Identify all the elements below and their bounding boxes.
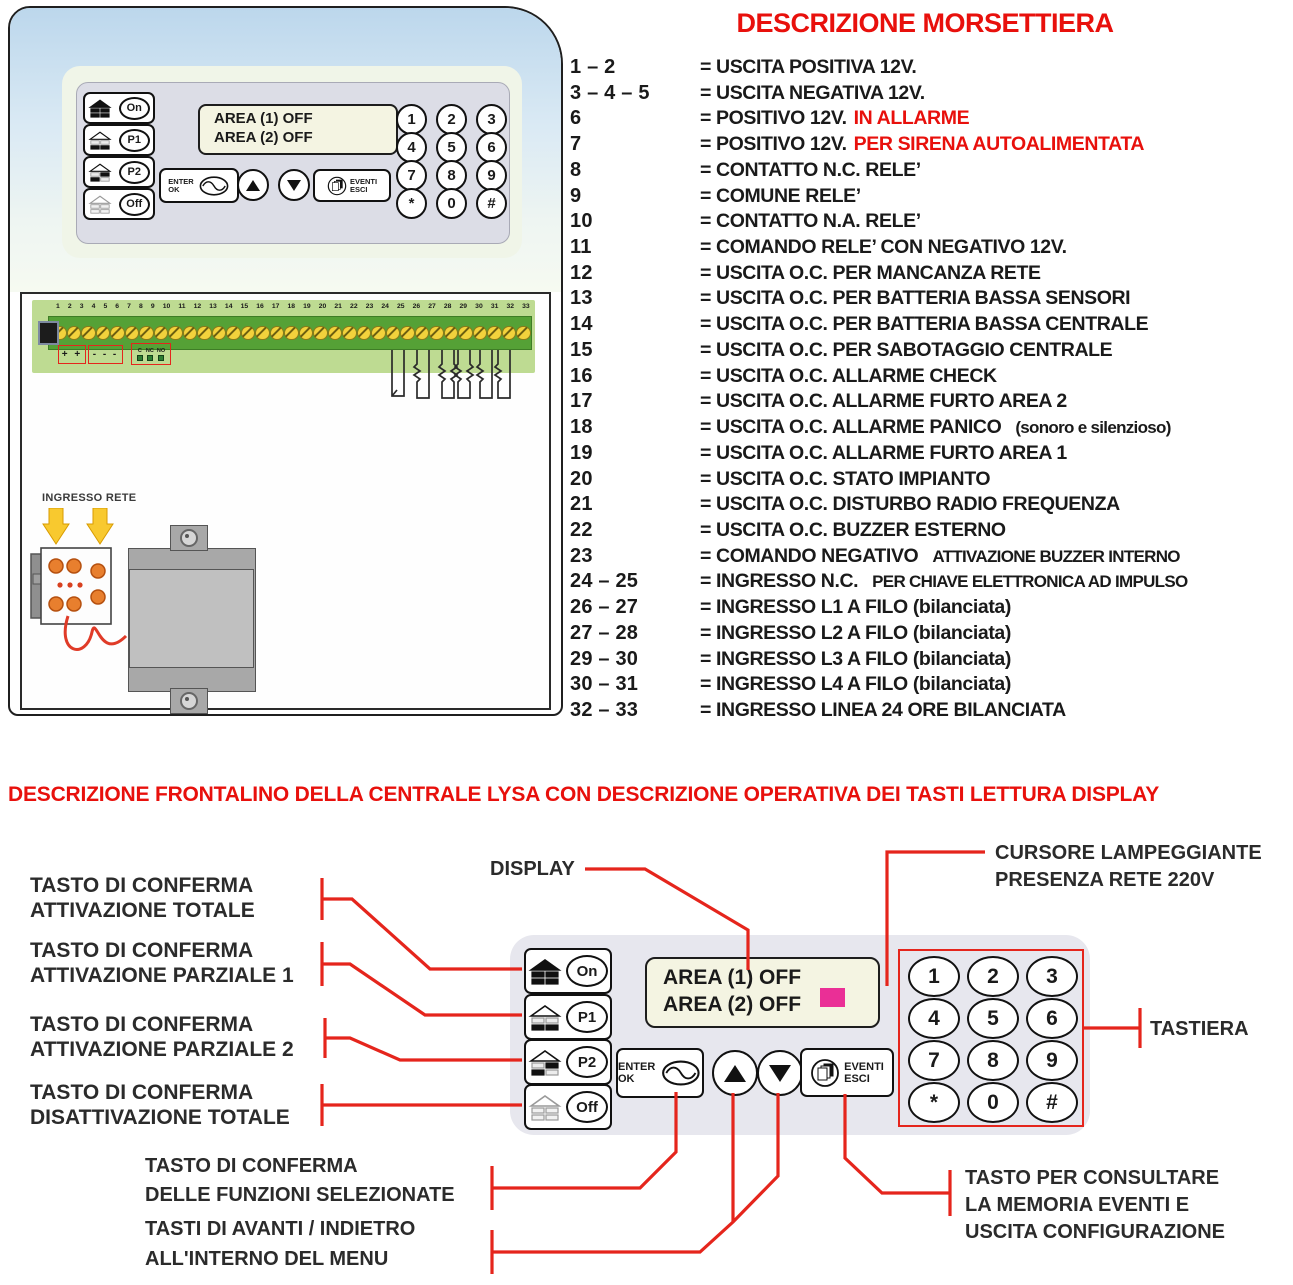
terminal-description-red: PER SIRENA AUTOALIMENTATA (853, 133, 1145, 156)
screw-terminal (67, 326, 82, 341)
house-empty-icon (528, 1093, 562, 1121)
terminal-list-row (570, 699, 1188, 725)
label-memoria-eventi (965, 1165, 1225, 1246)
label-line: USCITA CONFIGURAZIONE (965, 1221, 1225, 1243)
terminal-description-list (570, 56, 1188, 725)
button-on-label: On (119, 97, 150, 120)
terminal-description: = USCITA O.C. ALLARME FURTO AREA 2 (700, 390, 1067, 413)
relay-pad (137, 355, 143, 361)
screw-terminal (429, 326, 444, 341)
display-line-2: AREA (2) OFF (214, 129, 313, 146)
esci-label: ESCI (349, 184, 368, 194)
relay-nc-label: NC (145, 347, 154, 354)
terminal-list-row (570, 570, 1188, 596)
keypad-key[interactable]: 3 (1026, 956, 1078, 997)
arrow-down-button-large[interactable] (757, 1050, 803, 1096)
terminal-description: = POSITIVO 12V. (700, 107, 847, 130)
terminal-numbers-cell: 15 (570, 338, 593, 361)
terminal-number: 2 (67, 303, 72, 310)
relay-terminals-box (131, 343, 171, 365)
eventi-esci-button[interactable] (313, 169, 391, 202)
events-pages-icon (810, 1058, 840, 1088)
house-partial2-icon (88, 162, 112, 182)
display-line-1: AREA (1) OFF (663, 966, 802, 989)
terminal-numbers-cell: 11 (570, 236, 592, 259)
leader-disattivazione (322, 1084, 522, 1126)
terminal-description: = USCITA O.C. PER MANCANZA RETE (700, 261, 1041, 284)
label-line: TASTO DI CONFERMA (30, 939, 254, 962)
label-line: ATTIVAZIONE PARZIALE 2 (30, 1038, 294, 1061)
terminal-number-row (56, 303, 530, 310)
button-p2[interactable] (83, 156, 155, 188)
eventi-label: EVENTI (349, 176, 378, 186)
keypad-key[interactable]: # (476, 188, 507, 219)
transformer-bottom-tab (170, 688, 208, 714)
terminal-description: = USCITA O.C. ALLARME CHECK (700, 364, 997, 387)
keypad-key[interactable]: 0 (967, 1082, 1019, 1123)
plus-label: + + (61, 349, 83, 360)
terminal-description-narrow: PER CHIAVE ELETTRONICA AD IMPULSO (872, 572, 1188, 592)
eventi-esci-button-large[interactable] (800, 1048, 894, 1097)
screw-icon (180, 692, 198, 710)
screw-terminal (487, 326, 502, 341)
terminal-description: = USCITA O.C. DISTURBO RADIO FREQUENZA (700, 493, 1120, 516)
screw-terminal (212, 326, 227, 341)
terminal-list-row (570, 365, 1188, 391)
enter-label: ENTER (618, 1061, 656, 1073)
terminal-list-row (570, 56, 1188, 82)
terminal-number: 15 (240, 303, 249, 310)
terminal-description: = USCITA NEGATIVA 12V. (700, 81, 925, 104)
terminal-description: = COMANDO RELE’ CON NEGATIVO 12V. (700, 236, 1067, 259)
keypad-key[interactable]: # (1026, 1082, 1078, 1123)
terminal-description-red: IN ALLARME (853, 107, 970, 130)
negative-terminals-box (88, 345, 123, 364)
leader-tastiera (1083, 1008, 1140, 1048)
label-conferma-parziale-1 (30, 938, 294, 988)
button-off-label: Off (119, 193, 150, 216)
button-on-label: On (566, 955, 608, 987)
terminal-description: = USCITA O.C. BUZZER ESTERNO (700, 518, 1006, 541)
house-partial1-icon (88, 130, 112, 150)
terminal-list-row (570, 468, 1188, 494)
connector-block (38, 321, 59, 345)
keypad-key[interactable]: 0 (436, 188, 467, 219)
keypad-key[interactable]: 9 (1026, 1040, 1078, 1081)
enter-ok-label (618, 1061, 655, 1085)
label-tastiera (1150, 1016, 1249, 1043)
keypad-key[interactable]: 8 (967, 1040, 1019, 1081)
terminal-numbers-cell: 23 (570, 544, 593, 567)
terminal-numbers-cell: 26 – 27 (570, 596, 639, 619)
terminal-number: 24 (381, 303, 389, 310)
display-line-2: AREA (2) OFF (663, 993, 802, 1016)
arrow-up-button[interactable] (237, 169, 269, 201)
button-p1-large[interactable] (524, 994, 612, 1040)
terminal-number: 31 (490, 303, 499, 310)
terminal-number: 4 (91, 303, 96, 310)
terminal-numbers-cell: 30 – 31 (570, 673, 639, 696)
mains-arrows-icon (42, 508, 118, 546)
screw-terminal (168, 326, 183, 341)
terminal-description: = INGRESSO L3 A FILO (bilanciata) (700, 647, 1011, 670)
keypad-key[interactable]: 2 (967, 956, 1019, 997)
label-disattivazione-totale (30, 1080, 290, 1130)
terminal-description-narrow: ATTIVAZIONE BUZZER INTERNO (932, 546, 1180, 566)
terminal-number: 33 (522, 303, 530, 310)
label-line: ATTIVAZIONE TOTALE (30, 899, 255, 922)
screw-terminal (473, 326, 488, 341)
eventi-esci-label (350, 178, 377, 194)
keypad-key[interactable]: * (396, 188, 427, 219)
terminal-numbers-cell: 13 (570, 287, 593, 310)
button-p2-label: P2 (119, 161, 150, 184)
screw-terminal (357, 326, 372, 341)
keypad-key[interactable]: 7 (908, 1040, 960, 1081)
terminal-number: 12 (193, 303, 202, 310)
key-icon (198, 175, 230, 197)
terminal-list-row (570, 545, 1188, 571)
house-partial1-icon (528, 1003, 562, 1031)
relay-pad (158, 355, 164, 361)
terminal-list-row (570, 416, 1188, 442)
terminal-number: 17 (271, 303, 280, 310)
terminal-numbers-cell: 29 – 30 (570, 647, 639, 670)
screw-terminal (299, 326, 314, 341)
terminal-list-row (570, 159, 1188, 185)
screw-terminal (110, 326, 125, 341)
ok-label: OK (618, 1073, 635, 1085)
leader-attivazione-totale (322, 878, 522, 969)
enter-ok-label (168, 178, 193, 194)
label-line: TASTI DI AVANTI / INDIETRO (145, 1218, 416, 1240)
screw-terminal (342, 326, 357, 341)
mains-input-label: INGRESSO RETE (42, 492, 137, 504)
button-p1-label: P1 (119, 129, 150, 152)
label-line: DISATTIVAZIONE TOTALE (30, 1106, 290, 1129)
button-off-label: Off (566, 1091, 608, 1123)
screw-terminal (183, 326, 198, 341)
label-line: ATTIVAZIONE PARZIALE 1 (30, 964, 294, 987)
label-line: TASTO PER CONSULTARE (965, 1167, 1220, 1189)
house-full-icon (88, 98, 112, 118)
enter-ok-button-large[interactable] (616, 1048, 704, 1098)
arrow-up-button-large[interactable] (712, 1050, 758, 1096)
button-p1-label: P1 (566, 1001, 608, 1033)
terminal-number: 11 (178, 303, 186, 310)
terminal-description: = USCITA O.C. STATO IMPIANTO (700, 467, 991, 490)
terminal-number: 25 (396, 303, 405, 310)
terminal-number: 29 (459, 303, 468, 310)
terminal-numbers-cell: 24 – 25 (570, 570, 639, 593)
screw-terminal (444, 326, 459, 341)
keypad-key[interactable]: 7 (396, 160, 427, 191)
terminal-numbers-cell: 14 (570, 313, 593, 336)
screw-terminal (516, 326, 531, 341)
terminal-number: 19 (303, 303, 311, 310)
screw-terminal (241, 326, 256, 341)
label-line: TASTO DI CONFERMA (30, 874, 254, 897)
terminal-list-row (570, 185, 1188, 211)
up-arrow-icon (724, 1065, 746, 1082)
terminal-numbers-cell: 7 (570, 133, 582, 156)
screw-terminal (81, 326, 96, 341)
screw-terminal (386, 326, 401, 341)
terminal-list-row (570, 673, 1188, 699)
terminal-description: = INGRESSO L1 A FILO (bilanciata) (700, 596, 1011, 619)
screw-terminal (125, 326, 140, 341)
terminal-numbers-cell: 22 (570, 518, 593, 541)
terminal-number: 13 (209, 303, 217, 310)
screw-terminal (270, 326, 285, 341)
button-p2-label: P2 (566, 1046, 608, 1078)
terminal-numbers-cell: 10 (570, 210, 593, 233)
keypad-key[interactable]: 3 (476, 104, 507, 135)
terminal-number: 30 (475, 303, 483, 310)
screw-terminal (197, 326, 212, 341)
relay-c (137, 348, 143, 361)
terminal-number: 32 (506, 303, 515, 310)
terminal-list-row (570, 287, 1188, 313)
terminal-numbers-cell: 32 – 33 (570, 698, 639, 721)
label-line: TASTO DI CONFERMA (145, 1155, 358, 1177)
terminal-numbers-cell: 16 (570, 364, 593, 387)
terminal-description: = USCITA O.C. PER BATTERIA BASSA CENTRALE (700, 313, 1149, 336)
house-full-icon (528, 957, 562, 985)
relay-no-label: NO (156, 347, 166, 354)
terminal-numbers-cell: 8 (570, 158, 582, 181)
terminal-numbers-cell: 18 (570, 416, 593, 439)
down-arrow-icon (769, 1065, 791, 1082)
screw-icon (180, 529, 198, 547)
label-line: PRESENZA RETE 220V (995, 869, 1215, 891)
keypad-key[interactable]: 6 (476, 132, 507, 163)
events-pages-icon (327, 176, 347, 196)
terminal-number: 22 (350, 303, 358, 310)
relay-nc (146, 348, 154, 361)
terminal-description: = CONTATTO N.C. RELE’ (700, 158, 921, 181)
terminal-description: = COMUNE RELE’ (700, 184, 861, 207)
terminal-number: 7 (127, 303, 131, 310)
keypad-key[interactable]: * (908, 1082, 960, 1123)
terminal-list-row (570, 107, 1188, 133)
ok-label: OK (168, 184, 180, 194)
terminal-list-row (570, 648, 1188, 674)
button-p1[interactable] (83, 124, 155, 156)
down-arrow-icon (287, 180, 301, 191)
terminal-description: = USCITA O.C. PER SABOTAGGIO CENTRALE (700, 338, 1113, 361)
label-line: ALL'INTERNO DEL MENU (145, 1248, 389, 1270)
terminal-number: 21 (334, 303, 342, 310)
label-line: LA MEMORIA EVENTI E (965, 1194, 1190, 1216)
terminal-list-row (570, 133, 1188, 159)
mains-presence-cursor (820, 988, 845, 1007)
terminal-number: 3 (79, 303, 84, 310)
label-line: CURSORE LAMPEGGIANTE (995, 842, 1262, 864)
terminal-description: = USCITA POSITIVA 12V. (700, 56, 917, 78)
terminal-description: = CONTATTO N.A. RELE’ (700, 210, 921, 233)
terminal-number: 14 (224, 303, 233, 310)
terminal-number: 9 (150, 303, 155, 310)
label-line: TASTO DI CONFERMA (30, 1081, 254, 1104)
terminal-list-row (570, 236, 1188, 262)
terminal-description-narrow: (sonoro e silenzioso) (1015, 418, 1171, 438)
terminal-list-row (570, 262, 1188, 288)
esci-label: ESCI (844, 1072, 870, 1085)
terminal-numbers-cell: 19 (570, 441, 593, 464)
eventi-esci-label (844, 1061, 884, 1085)
leader-parziale-2 (325, 1018, 522, 1060)
terminal-description: = COMANDO NEGATIVO (700, 544, 919, 567)
button-p2-large[interactable] (524, 1039, 612, 1085)
terminal-number: 1 (56, 303, 60, 310)
screw-terminal (139, 326, 154, 341)
screw-terminal (371, 326, 386, 341)
keypad-key[interactable]: 4 (908, 998, 960, 1039)
arrow-down-button[interactable] (278, 169, 310, 201)
keypad-key[interactable]: 9 (476, 160, 507, 191)
positive-terminals-box (58, 345, 86, 364)
page-title: DESCRIZIONE MORSETTIERA (736, 8, 1114, 38)
terminal-numbers-cell: 27 – 28 (570, 621, 639, 644)
keypad-key[interactable]: 6 (1026, 998, 1078, 1039)
screw-terminal (400, 326, 415, 341)
label-line: TASTO DI CONFERMA (30, 1013, 254, 1036)
terminal-description: = USCITA O.C. PER BATTERIA BASSA SENSORI (700, 287, 1131, 310)
transformer-top-tab (170, 525, 208, 551)
button-off-large[interactable] (524, 1084, 612, 1130)
terminal-numbers-cell: 20 (570, 467, 593, 490)
terminal-number: 28 (443, 303, 452, 310)
keypad-key[interactable]: 5 (967, 998, 1019, 1039)
terminal-numbers-cell: 12 (570, 261, 593, 284)
terminal-description: = USCITA O.C. ALLARME FURTO AREA 1 (700, 441, 1067, 464)
section-subtitle: DESCRIZIONE FRONTALINO DELLA CENTRALE LYSA CON DESCRIZIONE OPERATIVA DEI TASTI LETTURA DISPLAY (8, 783, 1160, 806)
screw-terminal (284, 326, 299, 341)
control-unit-cabinet (8, 6, 563, 716)
terminal-list-row (570, 390, 1188, 416)
terminal-number: 16 (256, 303, 264, 310)
leader-parziale-1 (322, 942, 522, 1015)
balanced-line-wiring (384, 350, 524, 430)
up-arrow-icon (246, 180, 260, 191)
keypad-key[interactable]: 2 (436, 104, 467, 135)
label-avanti-indietro (145, 1214, 415, 1274)
label-cursore-lampeggiante (995, 840, 1262, 894)
screw-terminal (502, 326, 517, 341)
terminal-numbers-cell: 1 – 2 (570, 56, 616, 78)
terminal-description: = USCITA O.C. ALLARME PANICO (700, 416, 1002, 439)
button-on-large[interactable] (524, 948, 612, 994)
numeric-keypad-large (908, 956, 1078, 1119)
screw-terminal (226, 326, 241, 341)
terminal-list-row (570, 596, 1188, 622)
terminal-number: 18 (287, 303, 296, 310)
label-line: DELLE FUNZIONI SELEZIONATE (145, 1184, 455, 1206)
terminal-numbers-cell: 17 (570, 390, 593, 413)
terminal-list-row (570, 82, 1188, 108)
display-line-1: AREA (1) OFF (214, 110, 313, 127)
terminal-description: = POSITIVO 12V. (700, 133, 847, 156)
terminal-numbers-cell: 21 (570, 493, 593, 516)
terminal-number: 23 (365, 303, 374, 310)
keypad-key[interactable]: 4 (396, 132, 427, 163)
terminal-list-row (570, 519, 1188, 545)
label-line: DISPLAY (490, 858, 575, 880)
terminal-numbers-cell: 9 (570, 184, 582, 207)
house-partial2-icon (528, 1048, 562, 1076)
label-display (490, 856, 575, 883)
enter-ok-button[interactable] (159, 168, 239, 203)
enter-label: ENTER (168, 176, 194, 186)
terminal-number: 26 (412, 303, 421, 310)
screw-terminal (154, 326, 169, 341)
terminal-list-row (570, 313, 1188, 339)
terminal-description: = INGRESSO L4 A FILO (bilanciata) (700, 673, 1011, 696)
screw-terminal (458, 326, 473, 341)
key-icon (660, 1058, 702, 1088)
button-on[interactable] (83, 92, 155, 124)
terminal-list-row (570, 339, 1188, 365)
terminal-list-row (570, 622, 1188, 648)
terminal-number: 8 (139, 303, 143, 310)
label-conferma-attivazione-totale (30, 873, 255, 923)
relay-c-label: C (137, 347, 142, 354)
relay-pad (147, 355, 153, 361)
terminal-numbers-cell: 3 – 4 – 5 (570, 81, 650, 104)
eventi-label: EVENTI (844, 1060, 884, 1073)
minus-label: - - - (92, 349, 119, 360)
relay-no (157, 348, 165, 361)
terminal-list-row (570, 442, 1188, 468)
keypad-key[interactable]: 1 (396, 104, 427, 135)
screw-terminal (313, 326, 328, 341)
terminal-list-row (570, 493, 1188, 519)
button-off[interactable] (83, 188, 155, 220)
screw-terminal (255, 326, 270, 341)
terminal-number: 10 (162, 303, 171, 310)
terminal-number: 20 (318, 303, 327, 310)
mains-wire (46, 606, 166, 676)
house-empty-icon (88, 194, 112, 214)
terminal-number: 6 (115, 303, 120, 310)
screw-terminal (96, 326, 111, 341)
terminal-description: = INGRESSO L2 A FILO (bilanciata) (700, 621, 1011, 644)
label-conferma-funzioni (145, 1152, 455, 1210)
screw-terminal (415, 326, 430, 341)
terminal-description: = INGRESSO LINEA 24 ORE BILANCIATA (700, 698, 1066, 721)
keypad-key[interactable]: 5 (436, 132, 467, 163)
terminal-number: 27 (428, 303, 436, 310)
terminal-description: = INGRESSO N.C. (700, 570, 859, 593)
label-line: TASTIERA (1150, 1018, 1249, 1040)
terminal-list-row (570, 210, 1188, 236)
terminal-numbers-cell: 6 (570, 107, 582, 130)
screw-terminal (328, 326, 343, 341)
terminal-number: 5 (103, 303, 108, 310)
numeric-keypad (396, 104, 506, 215)
keypad-key[interactable]: 8 (436, 160, 467, 191)
lcd-display (198, 104, 398, 155)
keypad-key[interactable]: 1 (908, 956, 960, 997)
label-conferma-parziale-2 (30, 1012, 294, 1062)
